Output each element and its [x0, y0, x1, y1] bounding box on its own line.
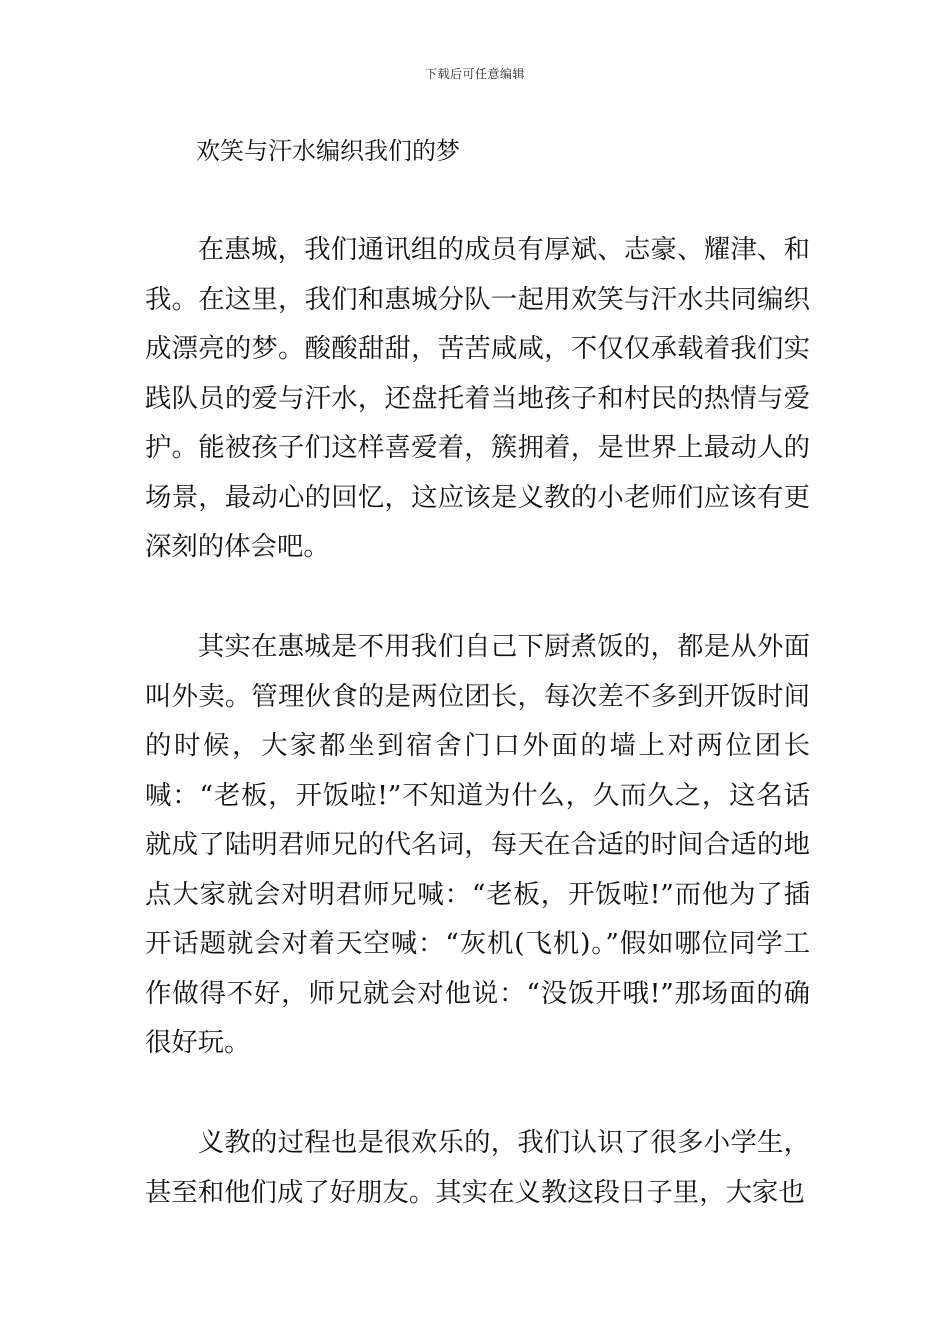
document-title: 欢笑与汗水编织我们的梦 — [196, 137, 460, 165]
paragraph-1: 在惠城，我们通讯组的成员有厚斌、志豪、耀津、和我。在这里，我们和惠城分队一起用欢笑与汗水共同编织成漂亮的梦。酸酸甜甜，苦苦咸咸，不仅仅承载着我们实践队员的爱与汗水，还盘托着当地孩子和村民的热情与爱护。能被孩子们这样喜爱着，簇拥着，是世界上最动人的场景，最动心的回忆，这应该是义教的小老师们应该有更深刻的体会吧。 — [145, 234, 810, 562]
header-note: 下载后可任意编辑 — [424, 67, 525, 81]
paragraph-3: 义教的过程也是很欢乐的，我们认识了很多小学生，甚至和他们成了好朋友。其实在义教这段日子里，大家也 — [145, 1127, 810, 1208]
paragraph-2: 其实在惠城是不用我们自己下厨煮饭的，都是从外面叫外卖。管理伙食的是两位团长，每次差不多到开饭时间的时候，大家都坐到宿舍门口外面的墙上对两位团长喊：“老板，开饭啦!”不知道为什么，久而久之，这名话就成了陆明君师兄的代名词，每天在合适的时间合适的地点大家就会对明君师兄喊：“老板，开饭啦!”而他为了插开话题就会对着天空喊：“灰机(飞机)。”假如哪位同学工作做得不好，师兄就会对他说：“没饭开哦!”那场面的确很好玩。 — [145, 631, 810, 1058]
